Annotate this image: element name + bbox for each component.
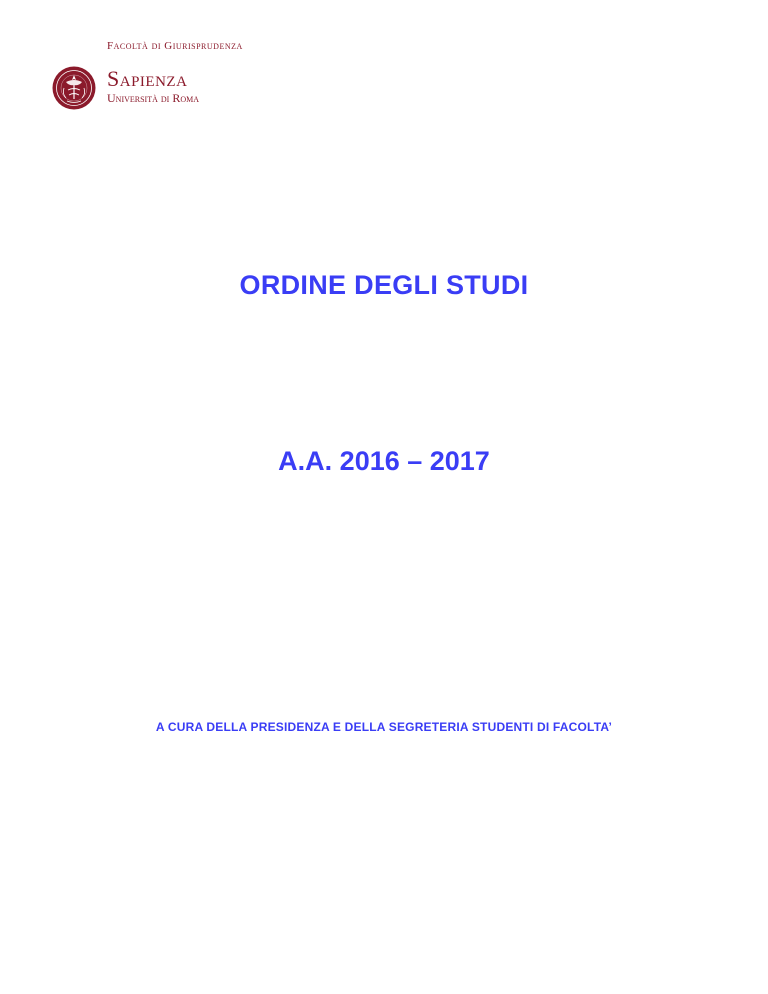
document-credit: A CURA DELLA PRESIDENZA E DELLA SEGRETERIA STUDENTI DI FACOLTA’ <box>155 720 613 734</box>
university-wordmark <box>107 68 199 105</box>
university-name: Sapienza <box>107 66 188 91</box>
academic-year: A.A. 2016 – 2017 <box>278 446 490 476</box>
university-seal-icon <box>52 66 96 110</box>
document-title: ORDINE DEGLI STUDI <box>239 270 529 300</box>
faculty-header: Facoltà di Giurisprudenza <box>107 40 243 52</box>
university-subtitle: Università di Roma <box>107 91 199 105</box>
